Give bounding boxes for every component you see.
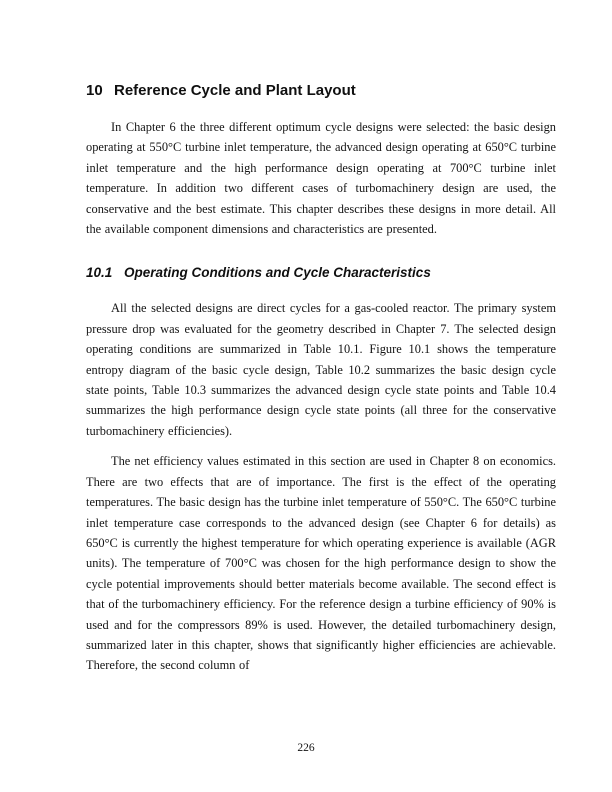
paragraph-intro: In Chapter 6 the three different optimum cycle designs were selected: the basic design operating at 550°C turbine inlet temperature, the advanced design operating at 650°C turbine inlet temperature and the high performance design operating at 700°C turbine inlet temperature. In addition two different cases of turbomachinery design are used, the conservative and the best estimate. This chapter describes these designs in more detail. All the available component dimensions and characteristics are presented. <box>86 120 556 237</box>
paragraph-designs: All the selected designs are direct cycles for a gas-cooled reactor. The primary system pressure drop was evaluated for the geometry described in Chapter 7. The selected design operating conditions are summarized in Table 10.1. Figure 10.1 shows the temperature entropy diagram of the basic cycle design, Table 10.2 summarizes the basic design cycle state points, Table 10.3 summarizes the advanced design cycle state points and Table 10.4 summarizes the high performance design cycle state points (all three for the conservative turbomachinery efficiencies). <box>86 301 556 438</box>
chapter-title: Reference Cycle and Plant Layout <box>114 82 356 99</box>
paragraph-efficiency: The net efficiency values estimated in this section are used in Chapter 8 on economics. There are two effects that are of importance. The first is the effect of the operating temperatures. The basic design has the turbine inlet temperature of 550°C. The 650°C turbine inlet temperature case corresponds to the advanced design (see Chapter 6 for details) as 650°C is currently the highest temperature for which operating experience is available (AGR units). The temperature of 700°C was chosen for the high performance design to show the cycle potential improvements should better materials become available. The second effect is that of the turbomachinery efficiency. For the reference design a turbine efficiency of 90% is used and for the compressors 89% is used. However, the detailed turbomachinery design, summarized later in this chapter, shows that significantly higher efficiencies are achievable. Therefore, the second column of <box>86 454 556 673</box>
section-title: Operating Conditions and Cycle Characteristics <box>124 265 431 281</box>
chapter-heading <box>86 0 556 101</box>
section-number: 10.1 <box>86 265 113 281</box>
section-heading <box>86 264 556 282</box>
chapter-number: 10 <box>86 82 103 99</box>
page-number: 226 <box>297 742 315 754</box>
